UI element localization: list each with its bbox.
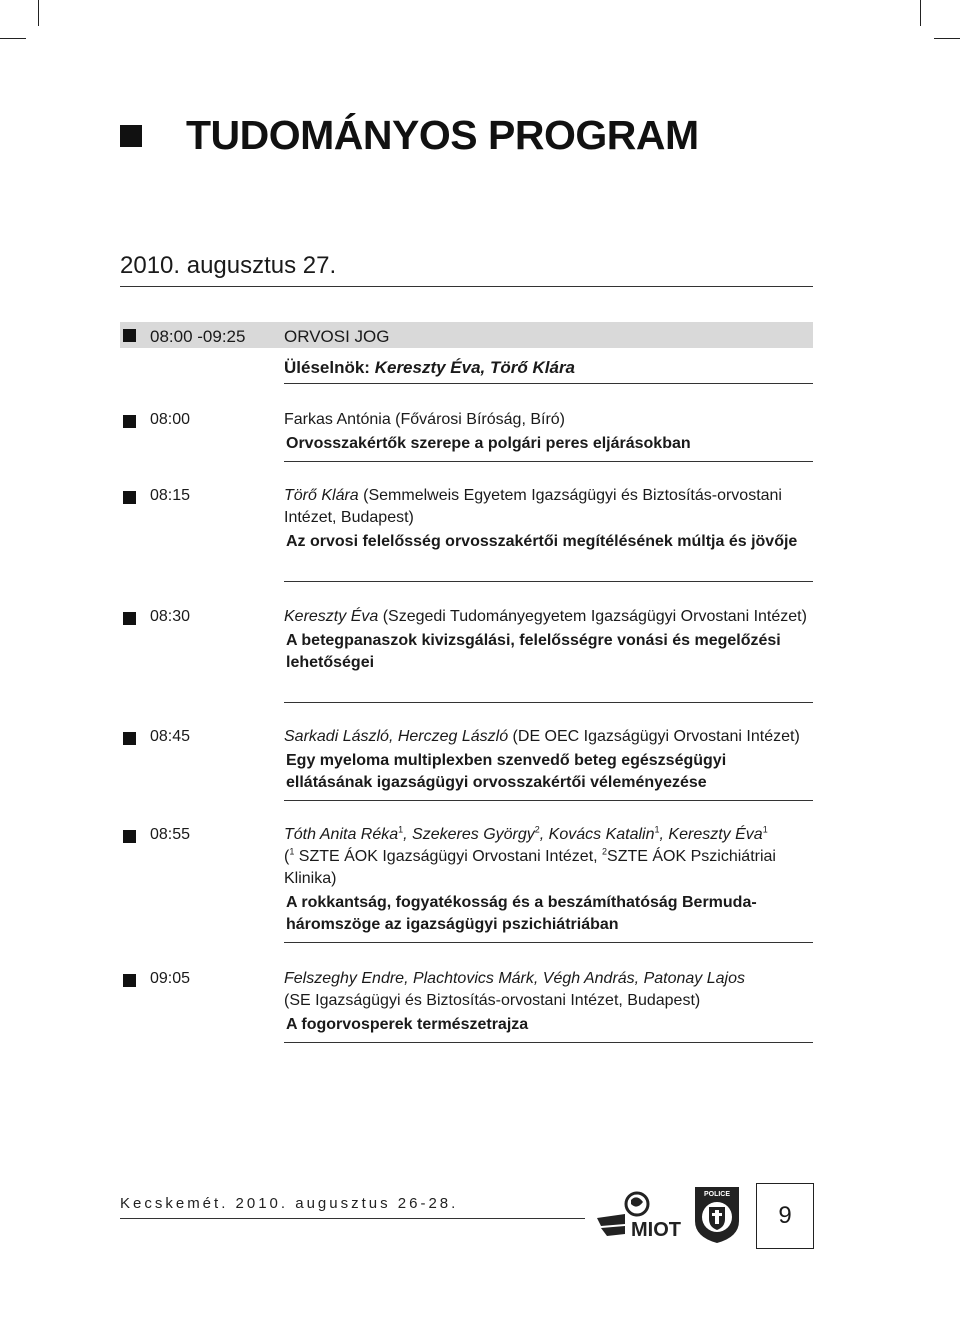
crop-mark	[920, 0, 921, 26]
police-logo	[692, 1183, 742, 1250]
author-name: Kereszty Éva	[284, 608, 379, 625]
heading-text: TUDOMÁNYOS PROGRAM	[186, 112, 699, 158]
session-time: 08:00 -09:25	[150, 327, 246, 346]
author-affiliation	[284, 846, 813, 890]
talk-title: Egy myeloma multiplexben szenvedő beteg egészségügyi ellátásának igazságügyi orvosszakértői véleményezése	[286, 752, 727, 791]
author-sep: ,	[539, 826, 549, 843]
page-heading	[120, 112, 699, 159]
talk-entry	[284, 968, 813, 1036]
author-affiliation: (SE Igazságügyi és Biztosítás-orvostani Intézet, Budapest)	[284, 992, 701, 1009]
talk-title: A fogorvosperek természetrajza	[286, 1016, 529, 1033]
bullet-icon	[123, 974, 136, 987]
author-name: Szekeres György	[412, 826, 535, 843]
talk-authors	[284, 485, 813, 529]
bullet-icon	[123, 329, 136, 342]
miot-logo	[595, 1190, 683, 1251]
program-date: 2010. augusztus 27.	[120, 252, 337, 279]
bullet-icon	[123, 415, 136, 428]
talk-time: 09:05	[150, 970, 191, 987]
police-badge-icon	[692, 1183, 742, 1245]
talk-entry	[284, 606, 813, 674]
session-title: ORVOSI JOG	[284, 327, 390, 346]
author-affiliation: (Semmelweis Egyetem Igazságügyi és Biztosítás-orvostani Intézet, Budapest)	[284, 487, 782, 526]
author-name: Felszeghy Endre, Plachtovics Márk, Végh András, Patonay Lajos	[284, 970, 745, 987]
session-chair	[284, 357, 813, 379]
chair-names: Kereszty Éva, Törő Klára	[369, 358, 576, 377]
miot-logo-text: MIOT	[631, 1219, 681, 1241]
talk-entry	[284, 726, 813, 794]
talk-time: 08:55	[150, 826, 191, 843]
talk-authors: Farkas Antónia (Fővárosi Bíróság, Bíró)	[284, 411, 565, 428]
divider	[120, 286, 813, 287]
crop-mark	[38, 0, 39, 26]
author-sup: 1	[762, 824, 768, 835]
talk-entry	[284, 824, 813, 936]
author-name: Tóth Anita Réka	[284, 826, 399, 843]
talk-authors	[284, 606, 813, 628]
talk-title: A rokkantság, fogyatékosság és a beszámíthatóság Bermuda-háromszöge az igazságügyi pszichiátriában	[286, 894, 757, 933]
crop-mark	[934, 38, 960, 39]
aff-open: (	[284, 848, 290, 865]
bullet-icon	[123, 612, 136, 625]
aff-part: SZTE ÁOK Pszichiátriai Klinika)	[284, 848, 776, 887]
talk-authors	[284, 968, 813, 990]
aff-sup: 1	[289, 846, 295, 857]
divider	[284, 1042, 813, 1043]
divider	[284, 942, 813, 943]
divider	[284, 581, 813, 582]
divider	[284, 800, 813, 801]
talk-time: 08:15	[150, 487, 191, 504]
crop-mark	[0, 38, 26, 39]
police-logo-text: POLICE	[703, 1191, 731, 1198]
talk-authors	[284, 726, 813, 748]
talk-title: Az orvosi felelősség orvosszakértői megítélésének múltja és jövője	[286, 533, 798, 550]
divider	[284, 383, 813, 384]
author-name: Kereszty Éva	[668, 826, 763, 843]
divider	[284, 702, 813, 703]
divider	[284, 461, 813, 462]
author-sep: ,	[659, 826, 669, 843]
talk-time: 08:00	[150, 411, 191, 428]
author-name: Sarkadi László, Herczeg László	[284, 728, 509, 745]
author-name: Törő Klára	[284, 487, 359, 504]
author-affiliation: (DE OEC Igazságügyi Orvostani Intézet)	[508, 728, 800, 745]
author-sup: 2	[534, 824, 540, 835]
bullet-icon	[123, 732, 136, 745]
talk-entry	[284, 485, 813, 553]
talk-time: 08:45	[150, 728, 191, 745]
author-sup: 1	[654, 824, 660, 835]
author-sup: 1	[398, 824, 404, 835]
divider	[120, 1218, 585, 1219]
talk-title: A betegpanaszok kivizsgálási, felelősségre vonási és megelőzési lehetőségei	[286, 632, 781, 671]
heading-bullet-icon	[120, 125, 142, 147]
bullet-icon	[123, 830, 136, 843]
author-name: Kovács Katalin	[548, 826, 655, 843]
aff-part: SZTE ÁOK Igazságügyi Orvostani Intézet,	[294, 848, 603, 865]
talk-title: Orvosszakértők szerepe a polgári peres eljárásokban	[286, 435, 691, 452]
talk-authors	[284, 824, 813, 846]
talk-time: 08:30	[150, 608, 191, 625]
author-affiliation: (Szegedi Tudományegyetem Igazságügyi Orvostani Intézet)	[378, 608, 807, 625]
miot-logo-icon	[595, 1190, 683, 1246]
aff-sup: 2	[602, 846, 608, 857]
bullet-icon	[123, 491, 136, 504]
footer-text: Kecskemét. 2010. augusztus 26-28.	[120, 1195, 459, 1212]
author-sep: ,	[403, 826, 413, 843]
talk-entry	[284, 409, 813, 455]
page-number: 9	[756, 1183, 814, 1249]
chair-label: Üléselnök:	[284, 358, 370, 377]
